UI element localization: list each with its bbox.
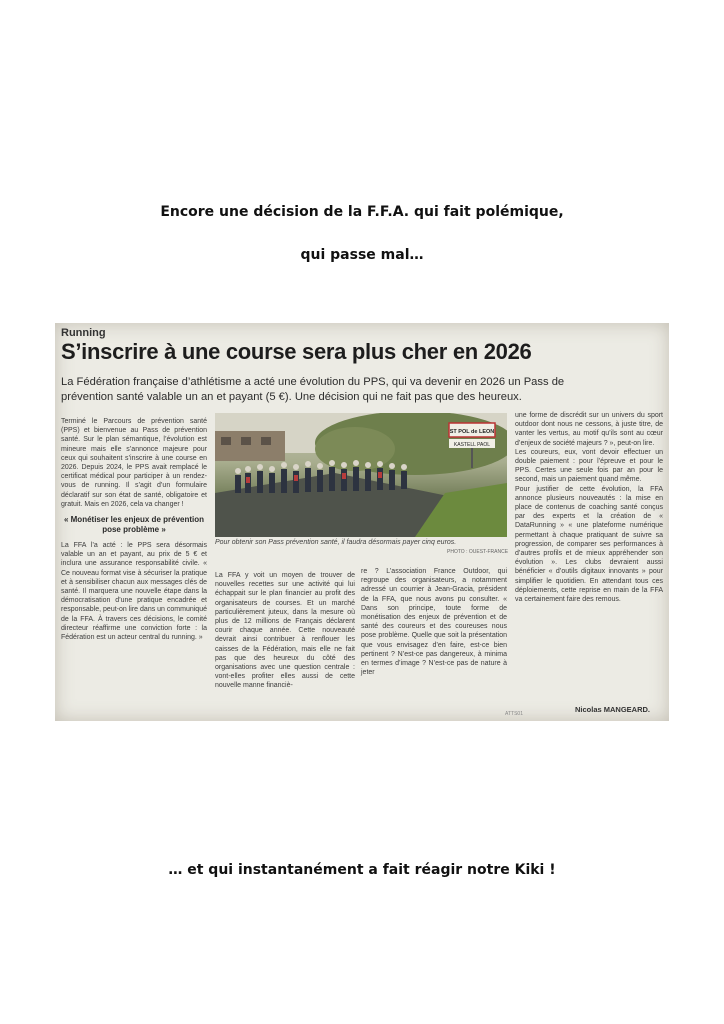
column-4-paragraph-1: une forme de discrédit sur un univers du sport outdoor dont nous ne cessons, à juste titre, de vanter les vertus, au motif qu’ils sont au cœur d’enjeux de société majeurs ? », peut-on lire. bbox=[515, 412, 663, 447]
article-column-1 bbox=[61, 417, 207, 642]
newspaper-clipping bbox=[55, 323, 669, 721]
column-1-paragraph-2: La FFA l’a acté : le PPS sera désormais valable un an et payant, au prix de 5 € et inclura une assurance responsabilité civile. « Ce nouveau format vise à sécuriser la pratique et à sensibiliser chacun aux messages clés de santé. Il marquera une nouvelle étape dans la démocratisation d’une pratique encadrée et responsable, peut-on lire dans un communiqué de la FFA. À travers ces décisions, le comité directeur réaffirme une conviction forte : la Fédération est un acteur central du running. » bbox=[61, 542, 207, 642]
column-3-text: re ? L’association France Outdoor, qui regroupe des organisateurs, a notamment adressé un courrier à Jean-Gracia, président de la FFA, que nous avons pu consulter. « Dans son principe, toute forme de monétisation des enjeux de prévention et de santé des coureurs et des coureuses nous pose problème. Quelle que soit la présentation que vous envisagez d’en faire, est-ce bien pertinent ? N’est-ce pas dangereux, à minima en termes d’image ? N’est-ce pas de nature à jeter bbox=[361, 568, 507, 677]
column-1-paragraph-1: Terminé le Parcours de prévention santé (PPS) et bienvenue au Pass de prévention santé. Sur le plan sémantique, l’évolution est mineure mais elle s’annonce majeure pour ceux qui souhaitent s’inscrire à une course en 2026. Depuis 2024, le PPS avait remplacé le certificat médical pour participer à un rendez-vous de running. Il s’agit d’un formulaire déclaratif sur son état de santé, obligatoire et gratuit. Mais en 2026, cela va changer ! bbox=[61, 418, 207, 508]
author-signature: Nicolas MANGEARD. bbox=[575, 705, 651, 714]
column-4-paragraph-3: Pour justifier de cette évolution, la FFA annonce plusieurs nouveautés : la mise en place de contenus de coaching santé conçus par des experts et la création de « DataRunning » « une plateforme numérique permettant à chaque pratiquant de suivre sa progression, de comparer ses performances à d’autres profils et de mieux appréhender son évolution ». Les clubs devraient aussi bénéficier « d’outils digitaux innovants » pour simplifier le quotidien. En attendant tous ces déploiements, cette reprise en main de la FFA va certainement faire des remous. bbox=[515, 485, 663, 604]
photo-caption: Pour obtenir son Pass prévention santé, il faudra désormais payer cinq euros. bbox=[215, 539, 457, 546]
race-photo bbox=[215, 413, 507, 537]
article-column-3 bbox=[361, 567, 507, 677]
town-sign-text-2: KASTELL PAOL bbox=[453, 442, 491, 448]
article-column-2 bbox=[215, 571, 355, 691]
caption-top-line-2: qui passe mal… bbox=[300, 247, 424, 263]
column-2-text: La FFA y voit un moyen de trouver de nouvelles recettes sur une activité qui lui échappait sur le plan financier au profit des organisateurs de courses. Et un marché particulièrement juteux, dans la mesure où plus de 12 millions de Français déclarent courir chaque année. Cette nouveauté devrait ainsi contribuer à renflouer les caisses de la Fédération, mais elle ne fait pas que des heureux du côté des organisations avec une question centrale : vont-elles profiter elles aussi de cette nouvelle manne financiè- bbox=[215, 572, 355, 690]
article-subhead: « Monétiser les enjeux de prévention pose problème » bbox=[63, 515, 205, 535]
runners-illustration bbox=[215, 413, 507, 537]
article-rubric: Running bbox=[61, 327, 106, 339]
article-standfirst: La Fédération française d’athlétisme a acté une évolution du PPS, qui va devenir en 2026 un Pass de prévention santé valable un an et payant (5 €). Une décision qui ne fait pas que des heureux. bbox=[61, 376, 565, 403]
caption-top-line-1: Encore une décision de la F.F.A. qui fait polémique, bbox=[160, 204, 564, 220]
article-column-4 bbox=[515, 411, 663, 604]
article-headline: S’inscrire à une course sera plus cher en 2026 bbox=[61, 339, 532, 364]
column-4-paragraph-2: Les coureurs, eux, vont devoir effectuer un double paiement : pour l’épreuve et pour le PPS. Certes une seule fois par an pour le second, mais un paiement quand même. bbox=[515, 448, 663, 484]
caption-bottom: … et qui instantanément a fait réagir notre Kiki ! bbox=[168, 862, 556, 878]
photo-credit: PHOTO : OUEST-FRANCE bbox=[447, 549, 509, 555]
town-sign-text: ST POL de LEON bbox=[449, 429, 495, 435]
page-reference: ATTS01 bbox=[505, 711, 523, 717]
